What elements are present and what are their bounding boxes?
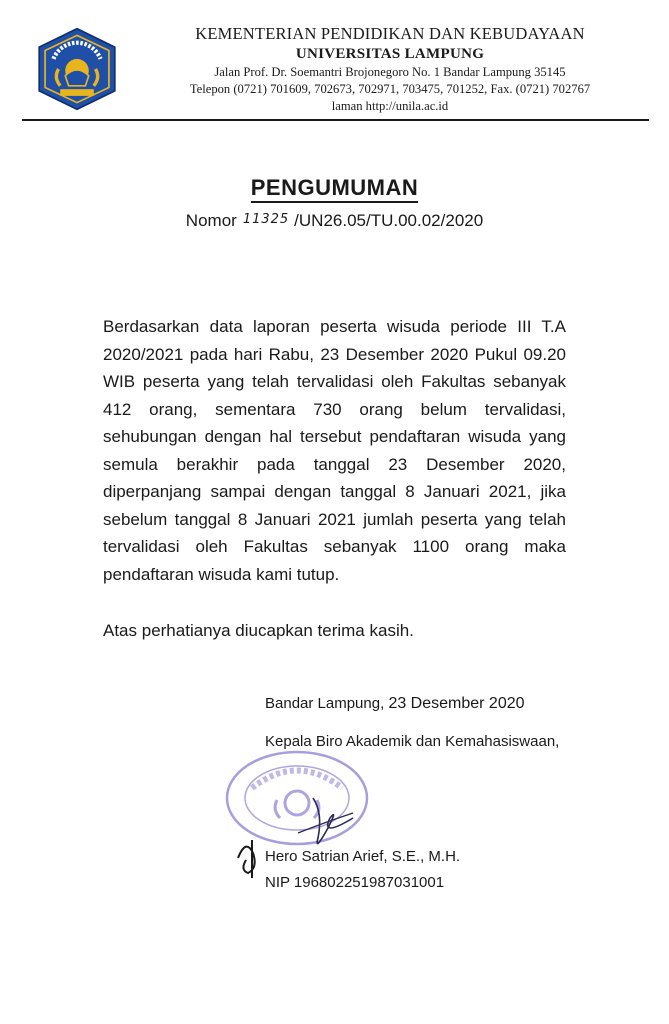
handwritten-number: 11325 [242, 212, 290, 227]
announcement-body: Berdasarkan data laporan peserta wisuda periode III T.A 2020/2021 pada hari Rabu, 23 Desember 2020 Pukul 09.20 WIB peserta yang telah tervalidasi oleh Fakultas sebanyak 412 orang, sementara 730 orang belum tervalidasi, sehubungan dengan hal tersebut pendaftaran wisuda yang semula berakhir pada tanggal 23 Desember 2020, diperpanjang sampai dengan tanggal 8 Januari 2021, jika sebelum tanggal 8 Januari 2021 jumlah peserta yang telah tervalidasi oleh Fakultas sebanyak 1100 orang maka pendaftaran wisuda kami tutup. [103, 317, 566, 584]
document-number [0, 211, 669, 231]
sign-date: 23 Desember 2020 [388, 695, 525, 712]
address-line: Jalan Prof. Dr. Soemantri Brojonegoro No. 1 Bandar Lampung 35145 [214, 65, 566, 79]
university-name: UNIVERSITAS LAMPUNG [295, 46, 485, 62]
place-date [265, 695, 525, 713]
letterhead-text [150, 24, 630, 115]
signatory-name: Hero Satrian Arief, S.E., M.H. [265, 848, 461, 865]
sign-place: Bandar Lampung, [265, 695, 385, 712]
signatory-role: Kepala Biro Akademik dan Kemahasiswaan, [265, 733, 560, 750]
title-text: PENGUMUMAN [251, 175, 419, 203]
letterhead [0, 0, 669, 125]
signatory-nip: NIP 196802251987031001 [265, 874, 445, 891]
ministry-name: KEMENTERIAN PENDIDIKAN DAN KEBUDAYAAN [195, 24, 585, 43]
handwritten-signature [228, 778, 363, 888]
number-prefix: Nomor [185, 211, 237, 230]
phone-line: Telepon (0721) 701609, 702673, 702971, 703475, 701252, Fax. (0721) 702767 [189, 82, 591, 96]
closing-sentence: Atas perhatianya diucapkan terima kasih. [103, 621, 414, 640]
letterhead-rule [22, 119, 649, 121]
website-line: laman http://unila.ac.id [331, 99, 449, 113]
university-logo [35, 27, 119, 111]
number-suffix: /UN26.05/TU.00.02/2020 [294, 211, 484, 230]
document-title [0, 175, 669, 201]
